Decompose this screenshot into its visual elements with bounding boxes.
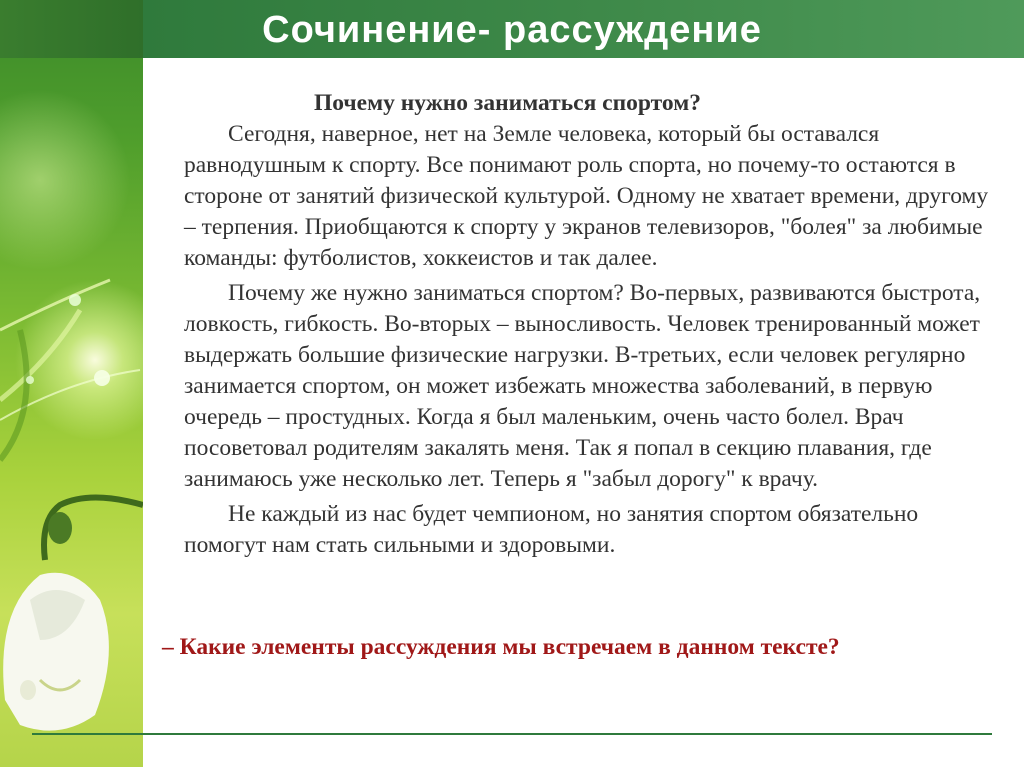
bottom-divider [32, 733, 992, 735]
paragraph-2: Почему же нужно заниматься спортом? Во-первых, развиваются быстрота, ловкость, гибкость. Во-вторых – выносливость. Человек тренированный может выдержать большие физические нагрузки. В-третьих, если человек регулярно занимается спортом, он может избежать множества заболеваний, в первую очередь – простудных. Когда я был маленьким, очень часто болел. Врач посоветовал родителям закалять меня. Так я попал в секцию плавания, где занимаюсь уже несколько лет. Теперь я "забыл дорогу" к врачу. [184, 280, 981, 492]
paragraph-3: Не каждый из нас будет чемпионом, но занятия спортом обязательно помогут нам стать сильными и здоровыми. [184, 501, 919, 558]
essay-heading: Почему нужно заниматься спортом? [314, 90, 701, 116]
snowdrop-flower-illustration [0, 0, 143, 767]
paragraph-1: Сегодня, наверное, нет на Земле человека, который бы оставался равнодушным к спорту. Все понимают роль спорта, но почему-то остаются в стороне от занятий физической культурой. Одному не хватает времени, другому – терпения. Приобщаются к спорту у экранов телевизоров, "болея" за любимые команды: футболистов, хоккеистов и так далее. [184, 121, 989, 271]
slide-title: Сочинение- рассуждение [262, 9, 762, 51]
essay-text [184, 88, 994, 561]
question-text: – Какие элементы рассуждения мы встречаем в данном тексте? [162, 634, 840, 660]
decorative-flower-panel [0, 0, 143, 767]
